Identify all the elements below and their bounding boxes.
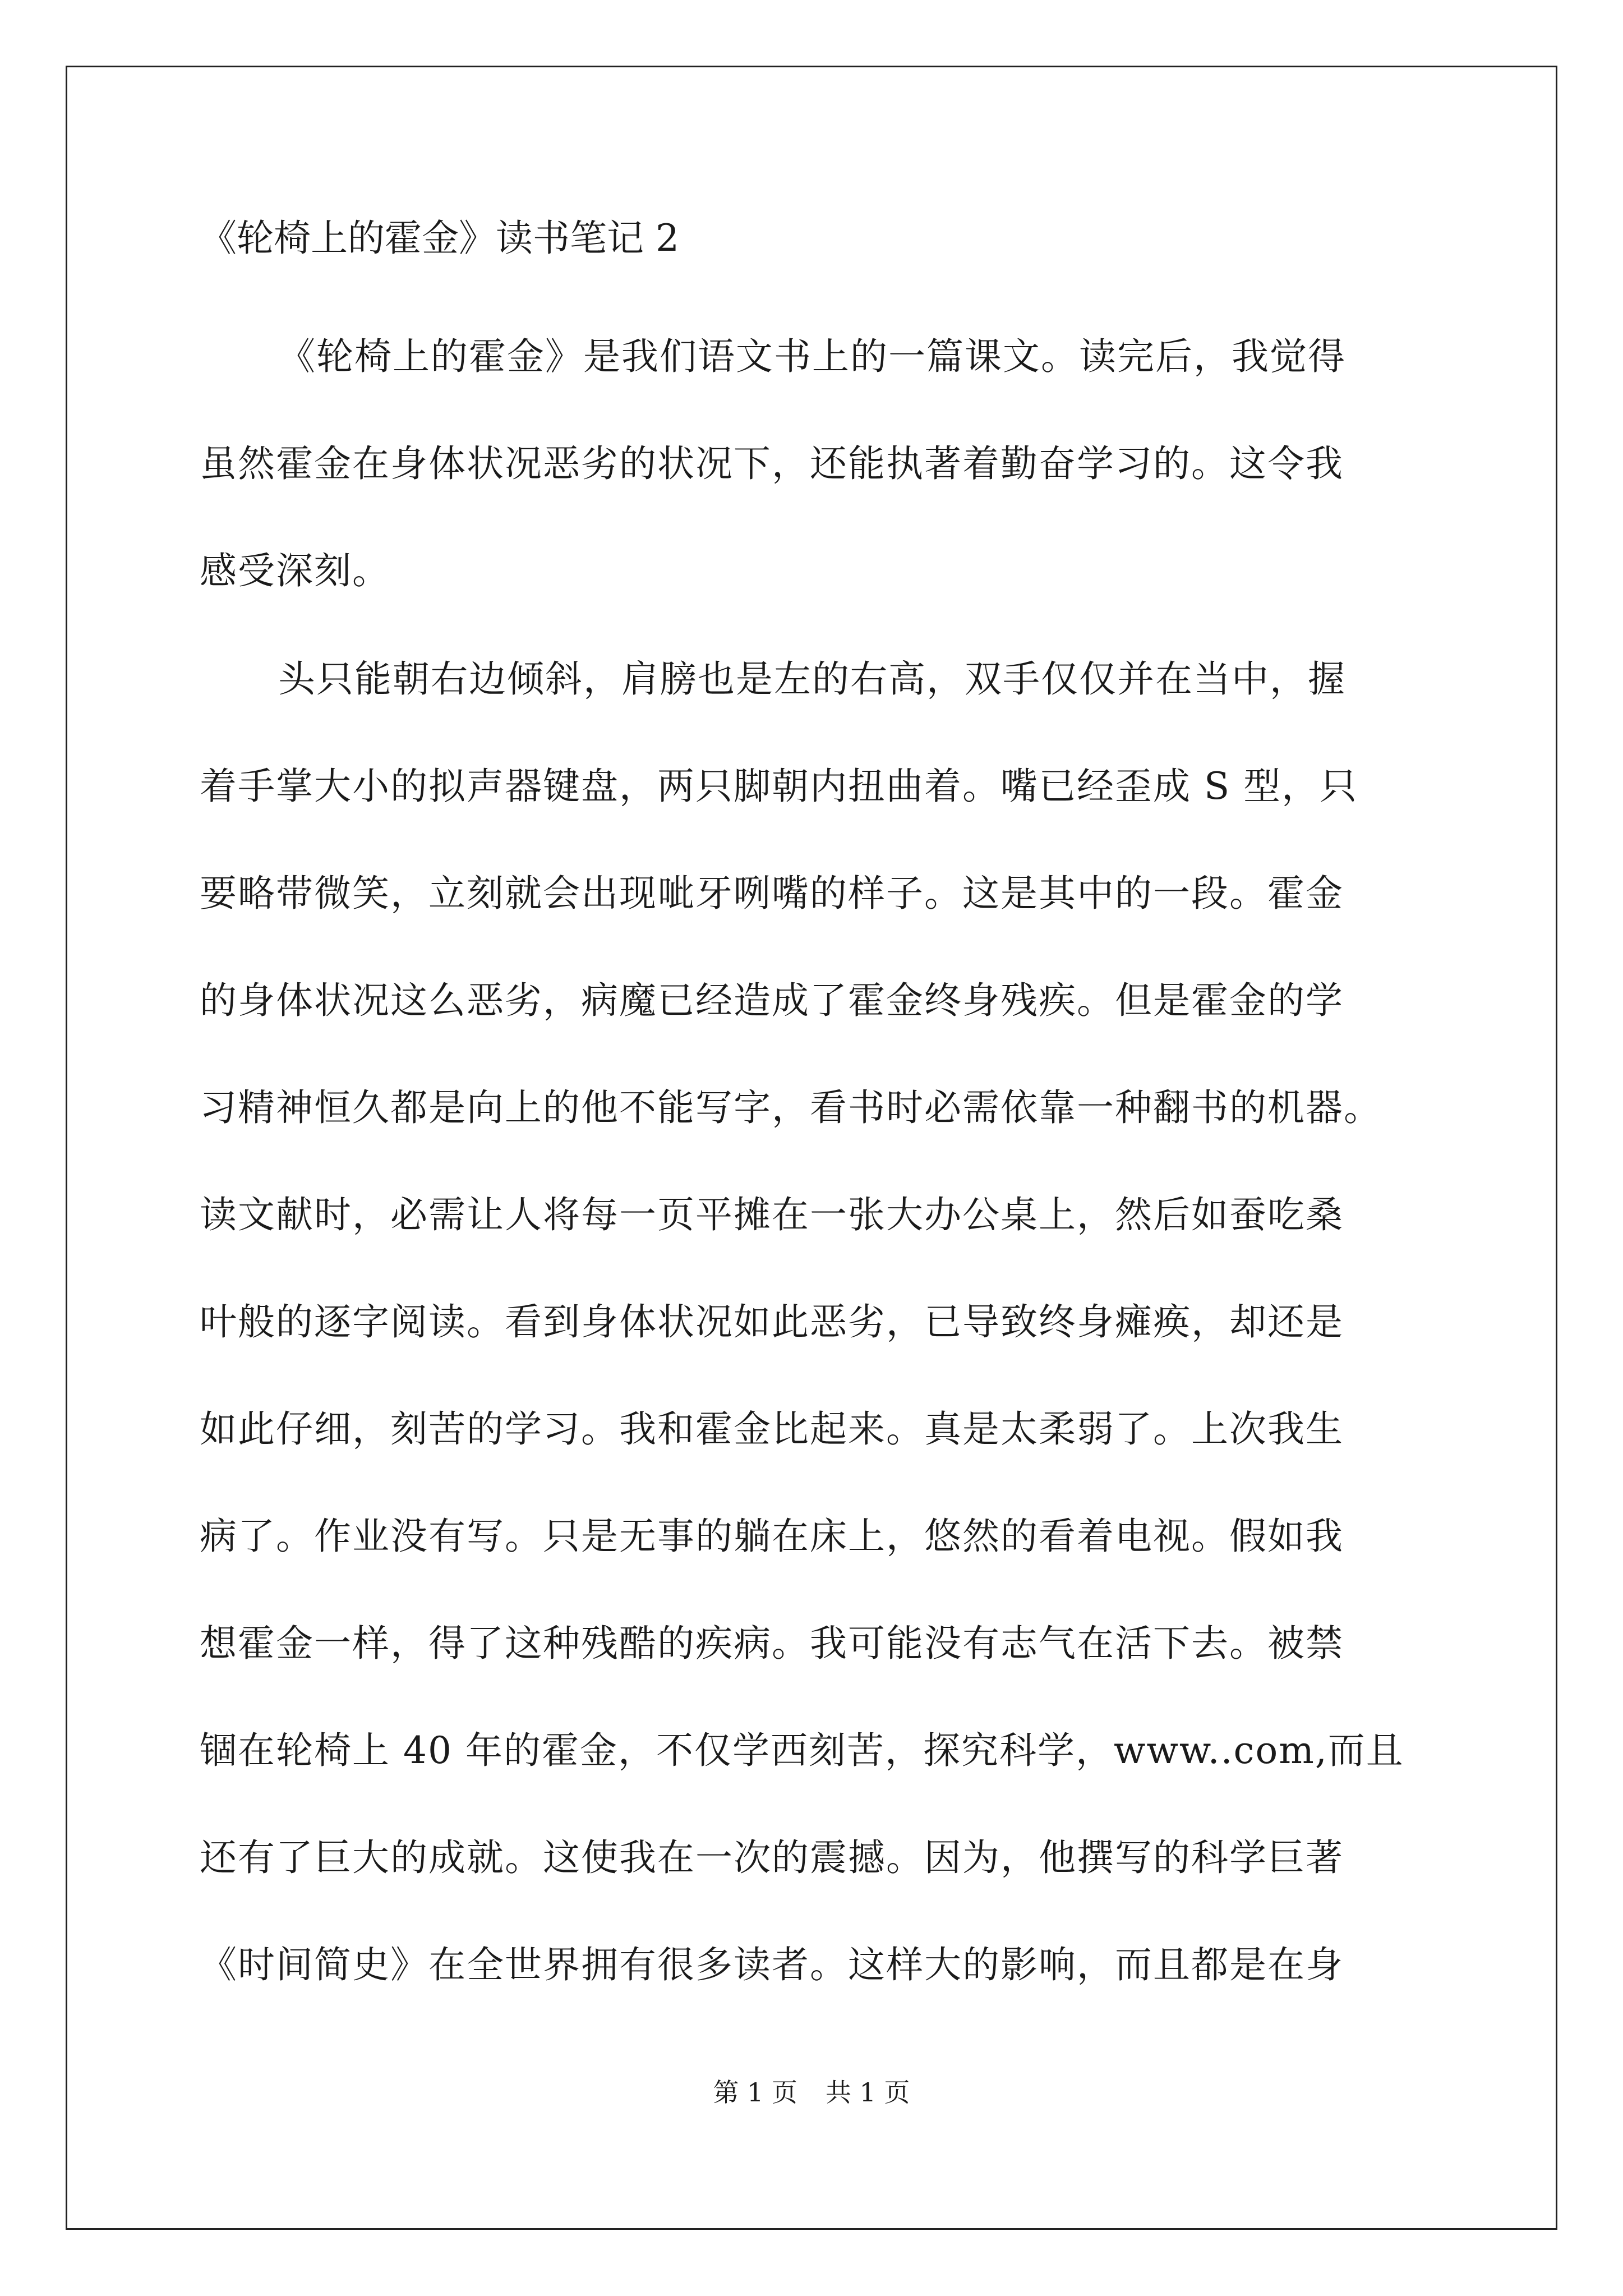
- paragraph-line: 感受深刻。: [200, 549, 390, 592]
- paragraph-line: 锢在轮椅上 40 年的霍金，不仅学西刻苦，探究科学，www..com,而且: [200, 1729, 1404, 1772]
- page-footer: [0, 2076, 1623, 2109]
- document-title: 《轮椅上的霍金》读书笔记 2: [200, 217, 679, 260]
- paragraph-line: 叶般的逐字阅读。看到身体状况如此恶劣，已导致终身瘫痪，却还是: [200, 1300, 1344, 1343]
- paragraph-line: 想霍金一样，得了这种残酷的疾病。我可能没有志气在活下去。被禁: [200, 1622, 1344, 1665]
- paragraph-line: 着手掌大小的拟声器键盘，两只脚朝内扭曲着。嘴已经歪成 S 型，只: [200, 765, 1358, 808]
- paragraph-line: 读文献时，必需让人将每一页平摊在一张大办公桌上，然后如蚕吃桑: [200, 1193, 1344, 1236]
- paragraph-line: 如此仔细，刻苦的学习。我和霍金比起来。真是太柔弱了。上次我生: [200, 1407, 1344, 1451]
- page-total: 共 1 页: [826, 2077, 910, 2108]
- paragraph-line: 病了。作业没有写。只是无事的躺在床上，悠然的看着电视。假如我: [200, 1515, 1344, 1558]
- paragraph-line: 要略带微笑，立刻就会出现呲牙咧嘴的样子。这是其中的一段。霍金: [200, 872, 1344, 915]
- paragraph-line: 还有了巨大的成就。这使我在一次的震撼。因为，他撰写的科学巨著: [200, 1836, 1344, 1879]
- paragraph-line: 习精神恒久都是向上的他不能写字，看书时必需依靠一种翻书的机器。: [200, 1086, 1382, 1129]
- paragraph-line: 头只能朝右边倾斜，肩膀也是左的右高，双手仅仅并在当中，握: [278, 657, 1346, 701]
- paragraph-line: 虽然霍金在身体状况恶劣的状况下，还能执著着勤奋学习的。这令我: [200, 442, 1344, 485]
- paragraph: [200, 625, 1433, 2018]
- paragraph-line: 《轮椅上的霍金》是我们语文书上的一篇课文。读完后，我觉得: [278, 335, 1346, 378]
- page-number: 第 1 页: [713, 2077, 797, 2108]
- paragraph-line: 的身体状况这么恶劣，病魔已经造成了霍金终身残疾。但是霍金的学: [200, 979, 1344, 1022]
- paragraph: [200, 303, 1433, 624]
- paragraph-line: 《时间简史》在全世界拥有很多读者。这样大的影响，而且都是在身: [200, 1943, 1344, 1986]
